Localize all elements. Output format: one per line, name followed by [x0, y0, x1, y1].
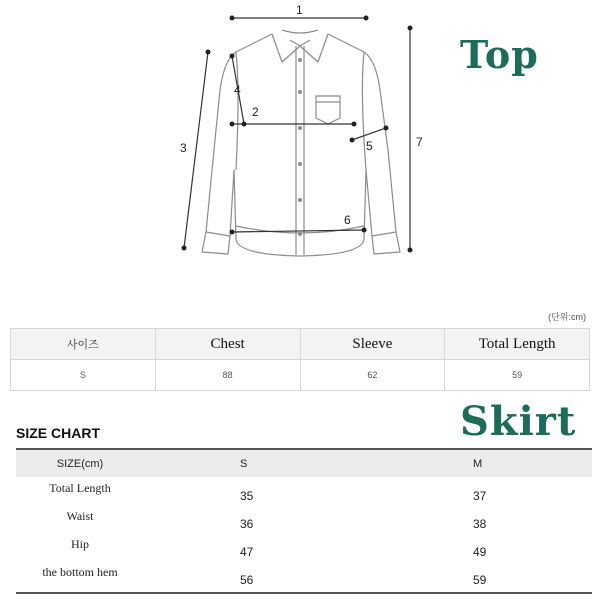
skirt-row-m-value: 38 — [473, 517, 487, 531]
skirt-header-m: M — [376, 450, 592, 477]
skirt-row-s-value: 36 — [240, 517, 254, 531]
table-row — [16, 477, 592, 505]
top-header-size: 사이즈 — [11, 329, 156, 360]
top-heading: Top — [460, 32, 539, 77]
top-cell-chest: 88 — [155, 360, 300, 391]
top-cell-sleeve: 62 — [300, 360, 445, 391]
skirt-header-s: S — [144, 450, 376, 477]
skirt-row-label: Hip — [71, 537, 89, 551]
skirt-row-m-value: 59 — [473, 573, 487, 587]
measure-label-3: 3 — [180, 141, 187, 155]
top-table-header-row — [11, 329, 590, 360]
skirt-row-s-value: 47 — [240, 545, 254, 559]
table-row — [16, 533, 592, 561]
measure-label-6: 6 — [344, 213, 351, 227]
skirt-row-m-value: 49 — [473, 545, 487, 559]
top-cell-total-length: 59 — [445, 360, 590, 391]
skirt-row-label: Waist — [66, 509, 94, 523]
size-chart-title: SIZE CHART — [16, 425, 100, 441]
skirt-heading: Skirt — [460, 398, 577, 445]
measure-label-4: 4 — [234, 83, 241, 97]
measurement-labels — [180, 3, 423, 227]
shirt-buttons — [298, 58, 302, 236]
skirt-header-size: SIZE(cm) — [16, 450, 144, 477]
table-row — [11, 360, 590, 391]
top-cell-size: S — [11, 360, 156, 391]
skirt-row-m-value: 37 — [473, 489, 487, 503]
skirt-row-label: the bottom hem — [42, 565, 118, 579]
unit-note: (단위:cm) — [548, 312, 586, 322]
measure-label-5: 5 — [366, 139, 373, 153]
top-size-table — [10, 328, 590, 391]
top-header-total-length: Total Length — [445, 329, 590, 360]
size-chart-bottom-rule — [16, 592, 592, 594]
measure-label-2: 2 — [252, 105, 259, 119]
top-header-chest: Chest — [155, 329, 300, 360]
measure-label-7: 7 — [416, 135, 423, 149]
skirt-row-s-value: 35 — [240, 489, 254, 503]
table-row — [16, 561, 592, 589]
skirt-table-header-row — [16, 450, 592, 477]
table-row — [16, 505, 592, 533]
measure-label-1: 1 — [296, 3, 303, 17]
skirt-row-s-value: 56 — [240, 573, 254, 587]
skirt-row-label: Total Length — [49, 481, 111, 495]
top-header-sleeve: Sleeve — [300, 329, 445, 360]
skirt-size-table — [16, 450, 592, 589]
